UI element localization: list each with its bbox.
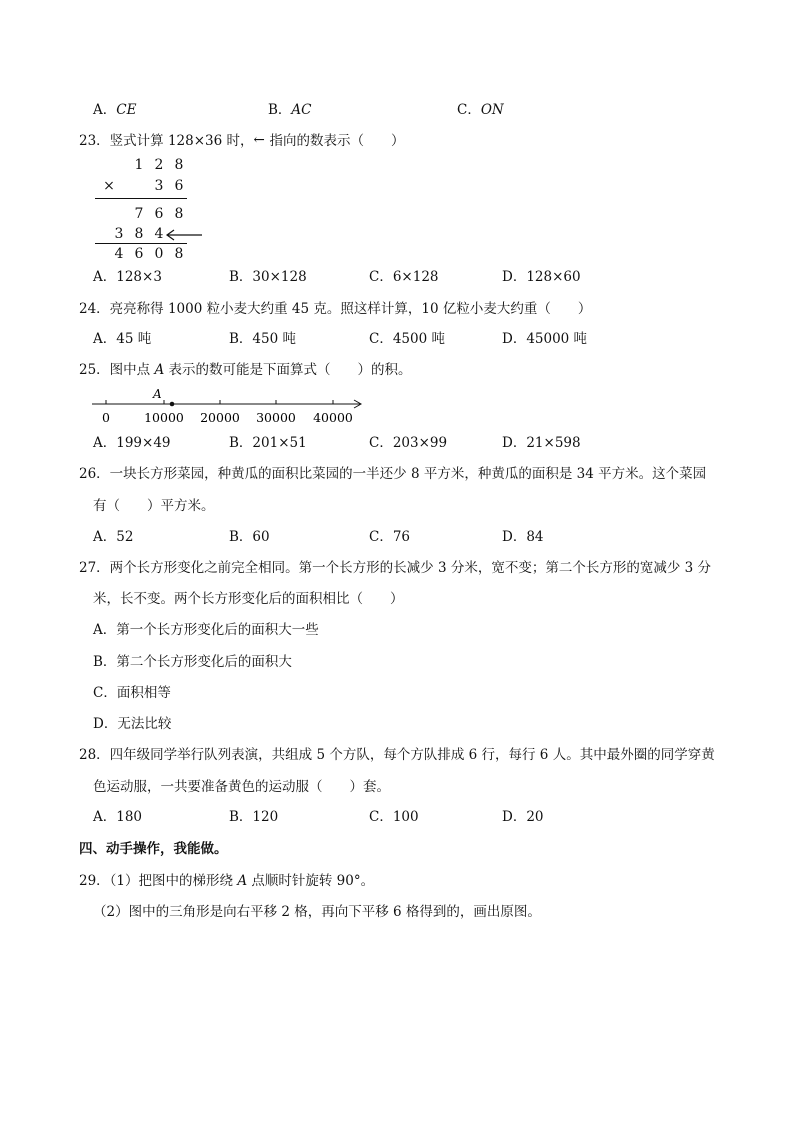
q22-option-b[interactable] (268, 101, 312, 119)
q25-option-d[interactable]: D．21×598 (502, 435, 581, 451)
calc-digit: 4 (114, 246, 124, 262)
calc-digit: 8 (174, 157, 184, 173)
q23-option-a[interactable]: A．128×3 (93, 269, 162, 285)
calc-rule-2 (95, 243, 187, 244)
calc-digit: 4 (154, 226, 164, 242)
calc-digit: 6 (174, 178, 184, 194)
calc-digit: 2 (154, 157, 164, 173)
q28-stem-line1: 28．四年级同学举行队列表演，共组成 5 个方队，每个方队排成 6 行，每行 6 人。其中最外圈的同学穿黄 (79, 747, 715, 763)
q25-stem (79, 361, 412, 379)
q25-option-b[interactable]: B．201×51 (229, 435, 307, 451)
q27-stem-line1: 27．两个长方形变化之前完全相同。第一个长方形的长减少 3 分米，宽不变；第二个长方形的宽减少 3 分 (79, 560, 712, 576)
q24-option-b[interactable]: B．450 吨 (229, 331, 296, 347)
option-value: ON (480, 102, 504, 118)
q24-option-c[interactable]: C．4500 吨 (369, 331, 445, 347)
point-a-label: A (153, 387, 162, 401)
q23-stem (79, 132, 405, 150)
q25-option-c[interactable]: C．203×99 (369, 435, 448, 451)
calc-digit: 7 (134, 206, 144, 222)
calc-digit: 8 (174, 206, 184, 222)
q27-stem-line2: 米，长不变。两个长方形变化后的面积相比（ ） (93, 591, 404, 607)
option-letter: A． (93, 102, 117, 118)
q25-option-a[interactable]: A．199×49 (93, 435, 171, 451)
q28-option-d[interactable]: D．20 (502, 809, 544, 825)
times-sign: × (103, 178, 115, 194)
calc-digit: 3 (154, 178, 164, 194)
tick-label: 40000 (313, 410, 353, 425)
calc-digit: 6 (134, 246, 144, 262)
q26-option-c[interactable]: C．76 (369, 529, 411, 545)
tick-label: 30000 (256, 410, 296, 425)
q26-stem-line2: 有（ ）平方米。 (93, 498, 215, 514)
q26-option-a[interactable]: A．52 (93, 529, 134, 545)
q23-option-c[interactable]: C．6×128 (369, 269, 439, 285)
number-line (88, 384, 368, 426)
q29-part1-pre: 29．（1）把图中的梯形绕 (79, 873, 238, 889)
q22-option-a[interactable] (93, 101, 136, 119)
pointer-arrow-icon (164, 228, 204, 242)
option-letter: C． (457, 102, 481, 118)
option-value: AC (291, 102, 312, 118)
calc-rule-1 (95, 198, 187, 199)
q28-option-b[interactable]: B．120 (229, 809, 279, 825)
q26-option-d[interactable]: D．84 (502, 529, 544, 545)
q27-option-c[interactable]: C．面积相等 (93, 685, 171, 701)
q26-option-b[interactable]: B．60 (229, 529, 270, 545)
calc-digit: 8 (174, 246, 184, 262)
calc-digit: 8 (134, 226, 144, 242)
q23-option-b[interactable]: B．30×128 (229, 269, 307, 285)
q27-option-d[interactable]: D．无法比较 (93, 716, 172, 732)
q27-option-b[interactable]: B．第二个长方形变化后的面积大 (93, 654, 292, 670)
tick-label: 10000 (144, 410, 184, 425)
q27-option-a[interactable]: A．第一个长方形变化后的面积大一些 (93, 622, 319, 638)
q25-point-var: A (154, 362, 165, 378)
q23-stem-end: 指向的数表示（ ） (269, 133, 405, 149)
q28-option-c[interactable]: C．100 (369, 809, 419, 825)
section-title: 四、动手操作，我能做。 (79, 841, 228, 857)
calc-digit: 0 (154, 246, 164, 262)
tick-label: 20000 (200, 410, 240, 425)
q24-option-d[interactable]: D．45000 吨 (502, 331, 588, 347)
option-value: CE (116, 102, 137, 118)
calc-digit: 6 (154, 206, 164, 222)
q29-part1-post: 点顺时针旋转 90°。 (247, 873, 375, 889)
q24-stem: 24．亮亮称得 1000 粒小麦大约重 45 克。照这样计算，10 亿粒小麦大约重（ ） (79, 301, 592, 317)
q24-option-a[interactable]: A．45 吨 (93, 331, 152, 347)
point-a (170, 402, 175, 407)
option-letter: B． (268, 102, 292, 118)
left-arrow-icon: ← (253, 132, 265, 148)
calc-digit: 1 (134, 157, 144, 173)
q22-option-c[interactable] (457, 101, 504, 119)
q25-stem-post: 表示的数可能是下面算式（ ）的积。 (164, 362, 412, 378)
q29-point-var: A (237, 873, 248, 889)
calc-digit: 3 (114, 226, 124, 242)
q23-stem-text: 23．竖式计算 128×36 时， (79, 133, 254, 149)
q28-stem-line2: 色运动服，一共要准备黄色的运动服（ ）套。 (93, 779, 390, 795)
q23-option-d[interactable]: D．128×60 (502, 269, 581, 285)
q29-part1 (79, 872, 374, 890)
q28-option-a[interactable]: A．180 (93, 809, 143, 825)
tick-label: 0 (102, 410, 110, 425)
q29-part2: （2）图中的三角形是向右平移 2 格，再向下平移 6 格得到的，画出原图。 (93, 904, 541, 920)
q26-stem-line1: 26．一块长方形菜园，种黄瓜的面积比菜园的一半还少 8 平方米，种黄瓜的面积是 34 平方米。这个菜园 (79, 466, 707, 482)
q25-stem-pre: 25．图中点 (79, 362, 155, 378)
